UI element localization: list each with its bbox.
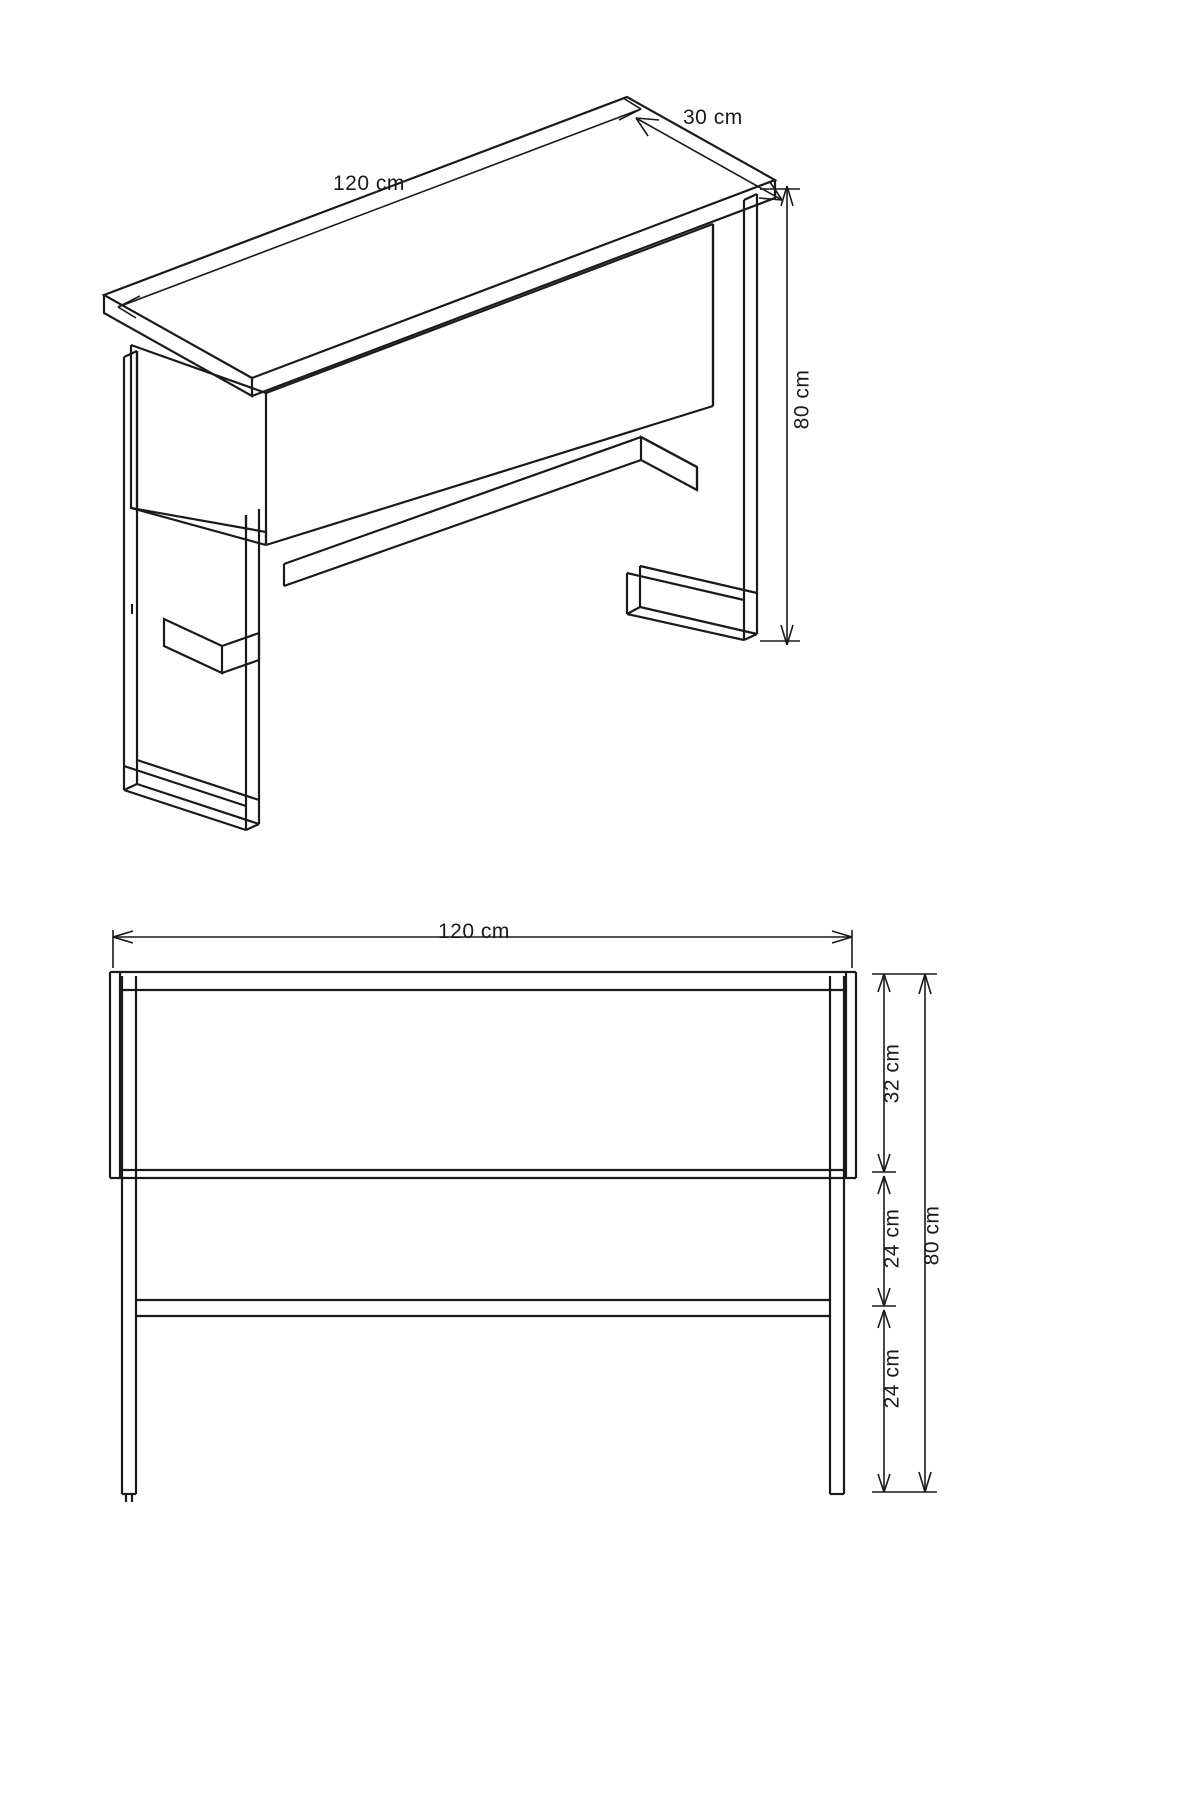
front-upper-section-dimension-label: 32 cm <box>880 1043 904 1104</box>
front-middle-section-dimension-label: 24 cm <box>880 1208 904 1269</box>
front-lower-section-dimension-label: 24 cm <box>880 1348 904 1409</box>
iso-height-dimension-label: 80 cm <box>790 369 814 430</box>
front-view-table <box>110 972 856 1502</box>
isometric-dimension-lines <box>118 98 800 645</box>
iso-width-dimension-label: 120 cm <box>333 172 405 195</box>
front-view-dimension-lines <box>113 930 937 1492</box>
front-width-dimension-label: 120 cm <box>438 920 510 943</box>
front-total-height-dimension-label: 80 cm <box>920 1205 944 1266</box>
isometric-table <box>104 97 775 830</box>
iso-depth-dimension-label: 30 cm <box>683 106 743 129</box>
